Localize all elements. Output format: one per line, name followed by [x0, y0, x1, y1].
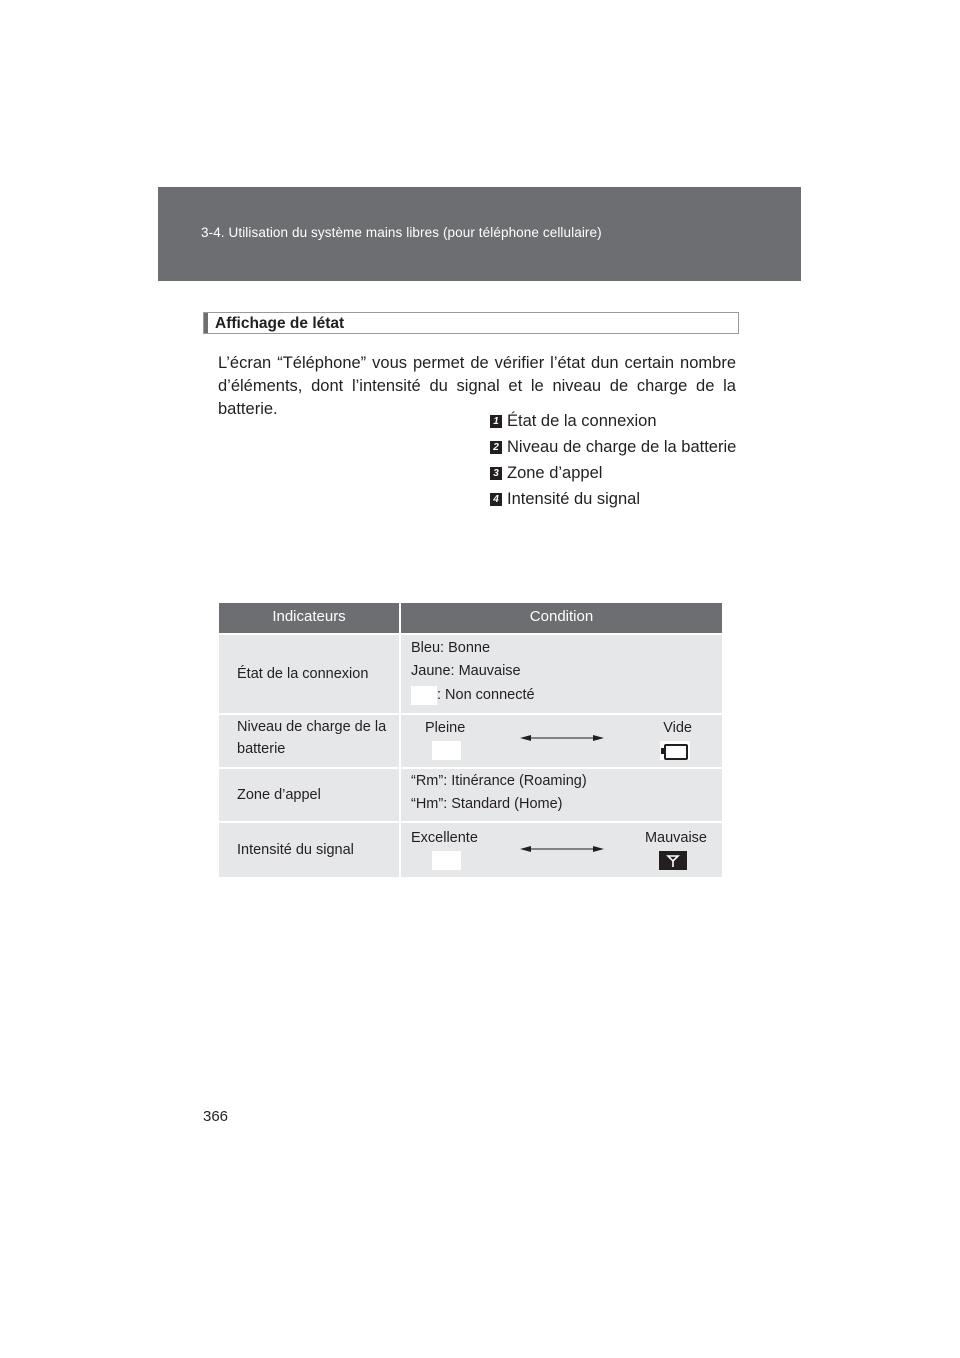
table-header [219, 603, 722, 633]
section-title: Affichage de létat [215, 315, 345, 332]
legend-number-badge: 1 [490, 415, 502, 428]
row-label-text: État de la connexion [237, 666, 369, 682]
row-label-text: Zone d’appel [237, 787, 321, 803]
legend-label: État de la connexion [507, 412, 657, 430]
condition-bad: Jaune: Mauvaise [411, 663, 521, 679]
battery-empty-label: Vide [663, 720, 692, 736]
legend-number-badge: 4 [490, 493, 502, 506]
signal-full-icon [432, 851, 461, 870]
row-condition-signal [401, 823, 722, 877]
section-title-box [203, 312, 739, 334]
header-band [158, 187, 801, 281]
intro-paragraph: L’écran “Téléphone” vous permet de vérifier l’état dun certain nombre d’éléments, dont l’intensité du signal et le niveau de charge de la batterie. [218, 354, 736, 418]
condition-not-connected [411, 684, 535, 707]
table-row [219, 713, 722, 767]
row-label-text: Intensité du signal [237, 842, 354, 858]
battery-full-label: Pleine [425, 720, 466, 736]
indicator-table [219, 603, 722, 877]
zone-home: “Hm”: Standard (Home) [411, 796, 563, 812]
row-condition-zone [401, 769, 722, 821]
condition-good: Bleu: Bonne [411, 640, 491, 656]
row-label-battery [219, 715, 401, 767]
double-arrow-icon [519, 733, 605, 743]
legend-label: Niveau de charge de la batterie [507, 438, 737, 456]
row-condition-battery [401, 715, 722, 767]
antenna-icon [659, 851, 687, 870]
header-indicators: Indicateurs [219, 603, 401, 633]
breadcrumb: 3-4. Utilisation du système mains libres (pour téléphone cellulaire) [201, 225, 602, 240]
double-arrow-icon [519, 844, 605, 854]
not-connected-icon [411, 686, 437, 705]
zone-roaming: “Rm”: Itinérance (Roaming) [411, 773, 587, 789]
row-label-text: Niveau de charge de la batterie [237, 719, 387, 757]
legend-number-badge: 3 [490, 467, 502, 480]
battery-full-icon [432, 741, 461, 760]
battery-empty-icon [660, 741, 690, 760]
table-row [219, 821, 722, 877]
signal-bad-label: Mauvaise [644, 830, 707, 846]
not-connected-text: : Non connecté [437, 687, 535, 703]
legend-label: Zone d’appel [507, 464, 603, 482]
page-number: 366 [203, 1108, 229, 1125]
table-row [219, 767, 722, 821]
header-condition: Condition [529, 608, 594, 625]
table-row [219, 633, 722, 713]
legend-label: Intensité du signal [507, 490, 641, 508]
section-title-bar [204, 313, 208, 333]
row-label-signal [219, 823, 401, 877]
row-label-connection [219, 635, 401, 713]
legend-number-badge: 2 [490, 441, 502, 454]
row-label-zone [219, 769, 401, 821]
row-condition-connection [401, 635, 722, 713]
signal-excellent-label: Excellente [411, 830, 478, 846]
